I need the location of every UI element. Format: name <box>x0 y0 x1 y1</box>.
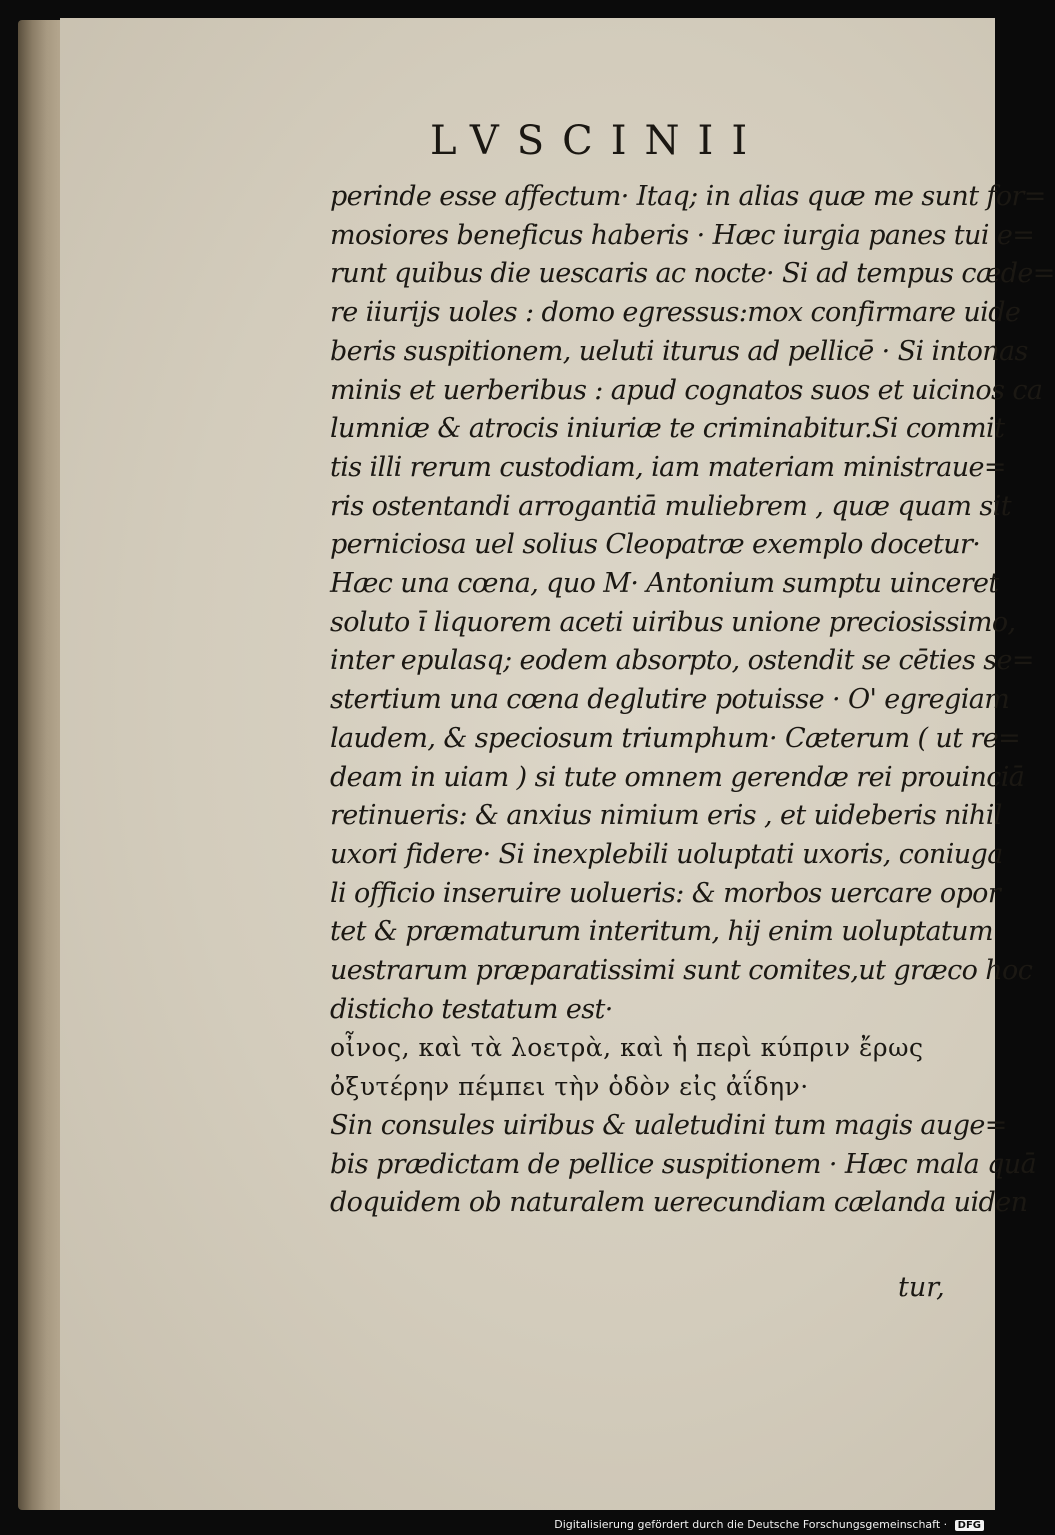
dfg-logo-icon: DFG <box>955 1520 984 1531</box>
text-line: perinde esse affectum· Itaq; in alias quæ me sunt for= <box>330 181 1046 212</box>
text-line: ris ostentandi arrogantiā muliebrem , quæ quam sit <box>330 490 1011 522</box>
text-line: runt quibus die uescaris ac nocte· Si ad tempus cæde= <box>330 258 1055 290</box>
running-head: LVSCINII <box>430 118 766 164</box>
text-line: deam in uiam ) si tute omnem gerendæ rei prouinciā <box>330 761 1025 793</box>
text-block <box>330 178 1055 1223</box>
text-line: mosiores beneficus haberis · Hæc iurgia panes tui e= <box>330 219 1035 251</box>
text-line: uestrarum præparatissimi sunt comites,ut græco hoc <box>330 955 1033 987</box>
footer-text: Digitalisierung gefördert durch die Deutsche Forschungsgemeinschaft · <box>554 1518 948 1531</box>
text-line: tis illi rerum custodiam, iam materiam ministraue= <box>330 451 1006 483</box>
text-line: lumniæ & atrocis iniuriæ te criminabitur.Si commit <box>330 413 1005 445</box>
text-line: οἶνος, καὶ τὰ λοετρὰ, καὶ ἡ περὶ κύπριν ἔρως <box>330 1033 924 1063</box>
text-line: doquidem ob naturalem uerecundiam cælanda uiden <box>330 1187 1028 1219</box>
text-line: soluto ī liquorem aceti uiribus unione preciosissimo, <box>330 606 1016 638</box>
text-line: beris suspitionem, ueluti iturus ad pellicē · Si intonas <box>330 335 1028 367</box>
text-line: bis prædictam de pellice suspitionem · Hæc mala quā <box>330 1148 1037 1180</box>
text-line: stertium una cœna deglutire potuisse · O' egregiam <box>330 684 1010 716</box>
digitization-footer <box>554 1518 984 1531</box>
text-line: tet & præmaturum interitum, hij enim uoluptatum <box>330 916 993 948</box>
text-line: re iiurijs uoles : domo egressus:mox confirmare uide <box>330 297 1021 329</box>
text-line: laudem, & speciosum triumphum· Cæterum ( ut re= <box>330 722 1021 754</box>
text-line: li officio inseruire uolueris: & morbos uercare opor <box>330 877 1001 909</box>
book-page-edges <box>18 20 66 1510</box>
text-line: Sin consules uiribus & ualetudini tum magis auge= <box>330 1109 1007 1141</box>
text-line: perniciosa uel solius Cleopatræ exemplo docetur· <box>330 529 981 561</box>
text-line: minis et uerberibus : apud cognatos suos et uicinos ca <box>330 374 1043 406</box>
text-line: uxori fidere· Si inexplebili uoluptati uxoris, coniuga <box>330 838 1003 870</box>
text-line: distichο testatum est· <box>330 993 613 1025</box>
text-line: inter epulasq; eodem absorpto, ostendit se cēties se= <box>330 645 1034 677</box>
text-line: retinueris: & anxius nimium eris , et uideberis nihil <box>330 800 1002 832</box>
text-line: ὀξυτέρην πέμπει τὴν ὁδὸν εἰς ἀΐδην· <box>330 1072 809 1102</box>
catchword: tur, <box>898 1272 945 1303</box>
text-line: Hæc una cœna, quo M· Antonium sumptu uinceret <box>330 568 999 600</box>
